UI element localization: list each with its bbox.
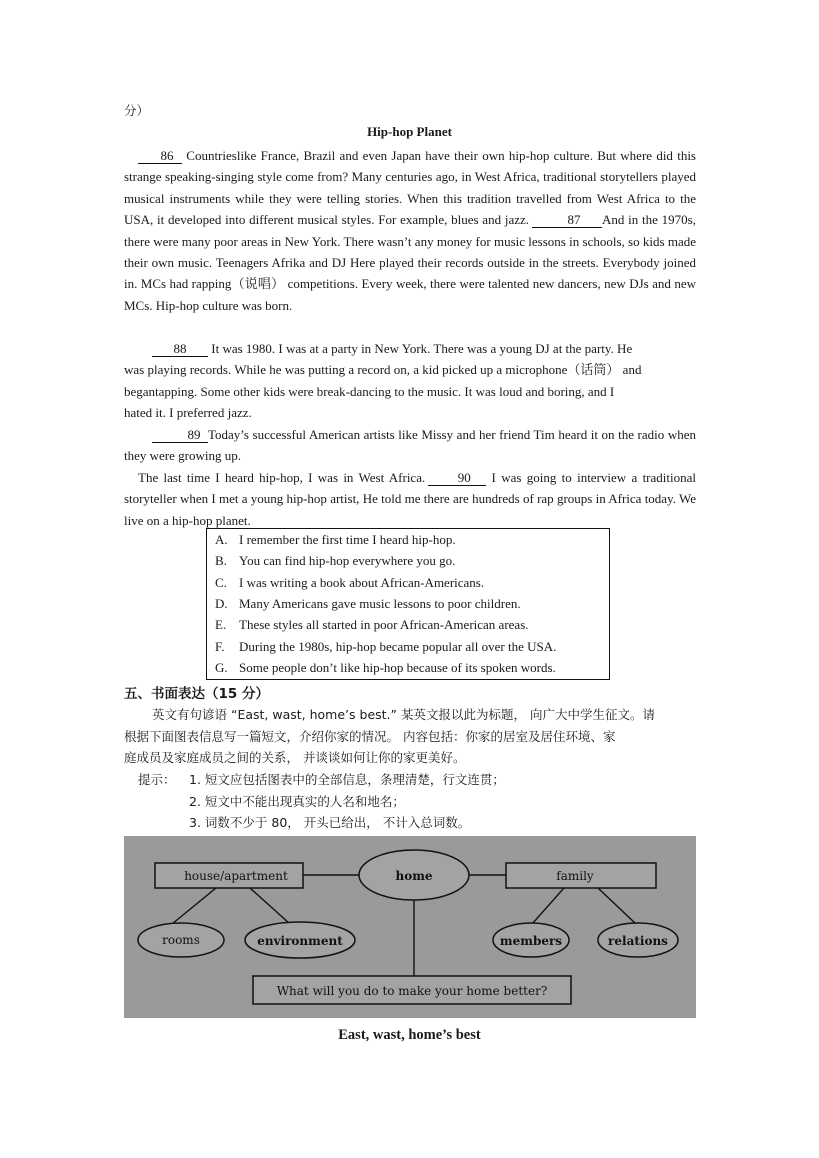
tip-2: 2. 短文中不能出现真实的人名和地名； (189, 794, 405, 809)
option-letter: A. (215, 532, 228, 547)
option-letter: C. (215, 575, 227, 590)
option-text: I was writing a book about African-Americans. (239, 575, 485, 590)
paragraph-2-text-1: It was 1980. I was at a party in New York. There was a young DJ at the party. He (208, 341, 633, 356)
writing-intro-1: 英文有句谚语 “East, wast, home’s best.” 某英文报以此为标题， 向广大中学生征文。请 (152, 707, 655, 722)
section-heading: 五、书面表达（15 分） (124, 686, 269, 702)
connector-members (532, 888, 564, 924)
diagram-caption: East, wast, home’s best (338, 1027, 481, 1043)
options-box (206, 528, 610, 680)
house-apartment-label: house/apartment (184, 869, 288, 883)
mind-map-svg (124, 836, 696, 1018)
option-text: I remember the first time I heard hip-hop. (239, 532, 456, 547)
relations-label: relations (608, 934, 668, 948)
blank-88[interactable]: 88 (152, 341, 208, 357)
paragraph-4-text-1: The last time I heard hip-hop, I was in West Africa. (138, 470, 426, 485)
option-e[interactable] (215, 615, 529, 635)
paragraph-3-text: Today’s successful American artists like Missy and her friend Tim heard it on the radio when they were growing up. (124, 427, 696, 464)
paragraph-3 (124, 424, 696, 467)
tips-label: 提示： (138, 772, 176, 787)
option-text: During the 1980s, hip-hop became popular all over the USA. (239, 639, 557, 654)
option-letter: F. (215, 639, 225, 654)
paragraph-2-line-1 (152, 338, 632, 359)
option-text: These styles all started in poor African-American areas. (239, 617, 529, 632)
paragraph-1-text: Countrieslike France, Brazil and even Japan have their own hip-hop culture. But where did this strange speaking-singing style come from? Many centuries ago, in West Africa, traditional storytellers played musical instruments while they were telling stories. When this tradition travelled from West Africa to the USA, it developed into different musical styles. For example, blues and jazz. (124, 148, 696, 228)
writing-intro-3: 庭成员及家庭成员之间的关系， 并谈谈如何让你的家更美好。 (124, 750, 466, 765)
option-b[interactable] (215, 551, 455, 571)
tip-1: 1. 短文应包括图表中的全部信息，条理清楚，行文连贯； (189, 772, 505, 787)
paragraph-1-text-2: And in the 1970s, there were many poor areas in New York. There wasn’t any money for music lessons in schools, so kids made their own music. Teenagers Afrika and DJ Here played their records outside in the streets. Everybody joined in. MCs had rapping（说唱） competitions. Every week, there were talented new dancers, new DJs and new MCs. Hip-hop culture was born. (124, 212, 696, 313)
option-d[interactable] (215, 594, 521, 614)
connector-rooms (172, 888, 216, 924)
paragraph-2-line-4: hated it. I preferred jazz. (124, 405, 252, 420)
paragraph-4-text-2: I was going to interview a traditional storyteller when I met a young hip-hop artist, He told me there are hundreds of rap groups in Africa today. We live on a hip-hop planet. (124, 470, 696, 528)
writing-intro-2: 根据下面图表信息写一篇短文，介绍你家的情况。 内容包括：你家的居室及居住环境、家 (124, 729, 616, 744)
option-g[interactable] (215, 658, 556, 678)
paragraph-4 (124, 467, 696, 531)
blank-87[interactable]: 87 (532, 212, 602, 228)
option-letter: B. (215, 553, 227, 568)
option-letter: E. (215, 617, 227, 632)
paragraph-1 (124, 145, 696, 316)
option-a[interactable] (215, 530, 456, 550)
bottom-question-label: What will you do to make your home better? (276, 984, 548, 998)
reading-title: Hip-hop Planet (367, 124, 452, 139)
paragraph-2-line-2: was playing records. While he was putting a record on, a kid picked up a microphone（话筒） and (124, 362, 642, 377)
environment-label: environment (257, 934, 343, 948)
option-letter: G. (215, 660, 228, 675)
home-label: home (395, 869, 433, 883)
rooms-label: rooms (162, 933, 200, 947)
blank-90[interactable]: 90 (428, 470, 486, 486)
family-label: family (556, 869, 594, 883)
paragraph-2-line-3: begantapping. Some other kids were break-dancing to the music. It was loud and boring, and I (124, 384, 615, 399)
blank-86[interactable]: 86 (138, 148, 182, 164)
option-f[interactable] (215, 637, 556, 657)
option-letter: D. (215, 596, 228, 611)
option-c[interactable] (215, 573, 484, 593)
mind-map-diagram (124, 836, 696, 1018)
option-text: Some people don’t like hip-hop because of its spoken words. (239, 660, 556, 675)
tip-3: 3. 词数不少于 80， 开头已给出， 不计入总词数。 (189, 815, 471, 830)
connector-relations (598, 888, 636, 924)
option-text: You can find hip-hop everywhere you go. (239, 553, 456, 568)
option-text: Many Americans gave music lessons to poor children. (239, 596, 521, 611)
header-fragment: 分） (124, 103, 150, 118)
blank-89[interactable]: 89 (152, 427, 208, 443)
connector-environment (250, 888, 290, 924)
members-label: members (499, 934, 563, 948)
